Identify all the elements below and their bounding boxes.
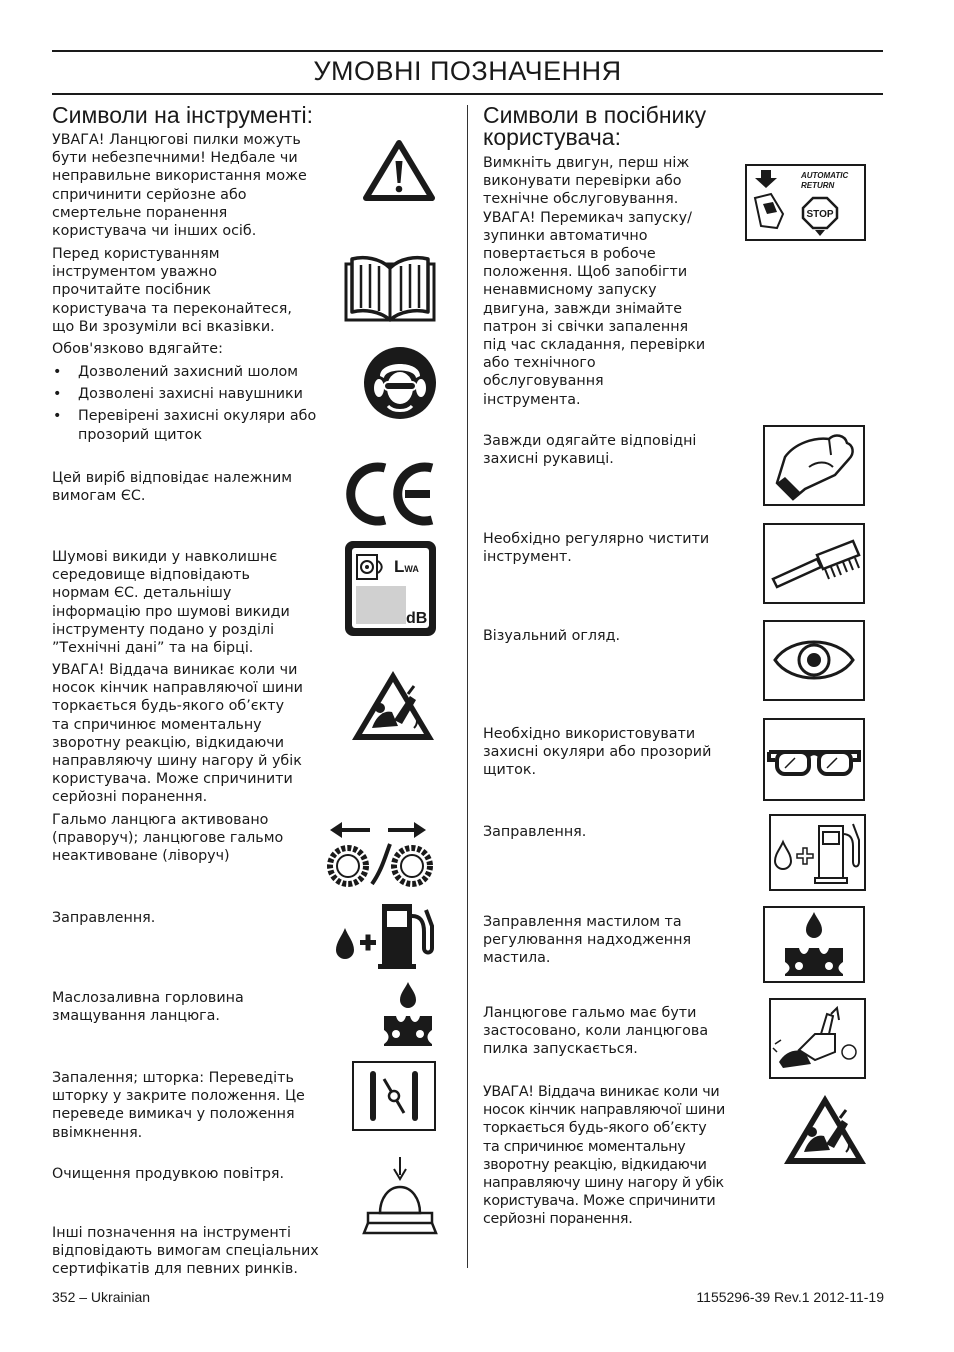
ppe-item-helmet: • Дозволений захисний шолом [52, 363, 342, 381]
eye-icon [763, 620, 865, 701]
ce-mark-icon [344, 460, 438, 528]
refuel-text-left: Заправлення. [52, 910, 156, 926]
lwa-label: LWA [394, 557, 419, 576]
document-number: 1155296-39 Rev.1 2012-11-19 [696, 1289, 884, 1305]
gloves-icon [763, 425, 865, 506]
noise-text: Шумові викиди у навколишнє середовище відповідають нормам ЄС. детальнішу інформацію про шумові викиди інструменту подано у розділі ”Технічні дані” та на бірці. [52, 549, 290, 657]
air-purge-icon [362, 1155, 438, 1237]
other-markings-text: Інші позначення на інструменті відповідають вимогам спеціальних сертифікатів для певних ринків. [52, 1225, 319, 1278]
page-title: УМОВНІ ПОЗНАЧЕННЯ [313, 56, 622, 86]
warning-triangle-icon [362, 138, 436, 202]
ppe-item-ear-protection: • Дозволені захисні навушники [52, 385, 342, 403]
chain-brake-text: Гальмо ланцюга активовано (праворуч); ланцюгове гальмо неактивоване (ліворуч) [52, 812, 284, 865]
header-rule-top [52, 50, 883, 52]
safety-goggles-icon [763, 718, 865, 801]
refuel-text-right: Заправлення. [483, 824, 587, 840]
read-manual-text: Перед користуванням інструментом уважно прочитайте посібник користувача та переконайтеся, що Ви зрозуміли всі вказівки. [52, 246, 292, 335]
noise-level-label [345, 541, 436, 636]
wear-intro-text: Обов'язково вдягайте: [52, 341, 223, 357]
speaker-icon [356, 554, 384, 580]
ppe-list [52, 363, 342, 448]
noise-value-area [356, 586, 406, 624]
protective-equipment-icon [363, 346, 437, 420]
oil-filler-text: Маслозаливна горловина змащування ланцюга. [52, 990, 244, 1025]
visual-inspection-text: Візуальний огляд. [483, 628, 621, 644]
goggles-text: Необхідно використовувати захисні окуляри або прозорий щиток. [483, 726, 712, 779]
chain-brake-icon [322, 820, 436, 888]
ppe-item-eye-protection: • Перевірені захисні окуляри або прозорий щиток [52, 407, 342, 443]
warning-general-text: УВАГА! Ланцюгові пилки можуть бути небезпечними! Недбале чи неправильне використання може спричинити серйозне або смертельне поранення користувача чи інших осіб. [52, 132, 307, 240]
header-rule-bottom [52, 93, 883, 95]
ce-text: Цей виріб відповідає належним вимогам ЄС. [52, 470, 293, 505]
read-manual-icon [344, 250, 436, 322]
stop-label: STOP [806, 209, 834, 220]
kickback-text-right: УВАГА! Віддача виникає коли чи носок кінчик направляючої шини торкається будь-якого об’єкту та спричинює моментальну зворотну реакцію, відкидаючи направляючу шину нагору й убік користувача. Може спричинити серйозні поранення. [483, 1084, 725, 1228]
right-title-line1: Символи в посібнику [483, 102, 707, 128]
right-section-title [483, 104, 706, 148]
brake-start-icon [769, 998, 866, 1079]
stop-engine-text: Вимкніть двигун, перш ніж виконувати перевірки або технічне обслуговування. УВАГА! Перемикач запуску/ зупинки автоматично повертається в робоче положення. Щоб запобігти ненавмисному запуску двигуна, завжди знімайте патрон зі свічки запалення під час складання, перевірки або технічного обслуговування інструмента. [483, 155, 706, 408]
clean-text: Необхідно регулярно чистити інструмент. [483, 531, 710, 566]
oil-adjust-icon [763, 906, 865, 983]
ignition-text: Запалення; шторка: Переведіть шторку у закрите положення. Це переведе вимикач у положення ввімкнення. [52, 1070, 305, 1141]
kickback-warning-icon [350, 668, 436, 742]
cleaning-brush-icon [763, 523, 865, 604]
kickback-warning-icon-right [782, 1092, 868, 1166]
gloves-text: Завжди одягайте відповідні захисні рукавиці. [483, 433, 697, 468]
column-divider [467, 105, 468, 1268]
brake-start-text: Ланцюгове гальмо має бути застосовано, коли ланцюгова пилка запускається. [483, 1005, 709, 1058]
choke-ignition-icon [352, 1061, 436, 1131]
left-section-title: Символи на інструменті: [52, 102, 314, 128]
db-label: dB [406, 610, 428, 627]
kickback-text-left: УВАГА! Віддача виникає коли чи носок кінчик направляючої шини торкається будь-якого об’єкту та спричинює моментальну зворотну реакцію, відкидаючи направляючу шину нагору й убік користувача. Може спричинити серйозні поранення. [52, 662, 303, 806]
automatic-label: AUTOMATIC [801, 171, 849, 180]
refuel-icon [334, 900, 438, 970]
page-number: 352 – Ukrainian [52, 1289, 151, 1305]
air-purge-text: Очищення продувкою повітря. [52, 1166, 285, 1182]
return-label: RETURN [801, 181, 835, 190]
refuel-outline-icon [769, 814, 866, 891]
right-title-line2: користувача: [483, 124, 621, 150]
oil-adjust-text: Заправлення мастилом та регулювання надходження мастила. [483, 914, 692, 967]
chain-oil-icon [380, 980, 436, 1048]
auto-return-stop-icon [745, 164, 866, 241]
